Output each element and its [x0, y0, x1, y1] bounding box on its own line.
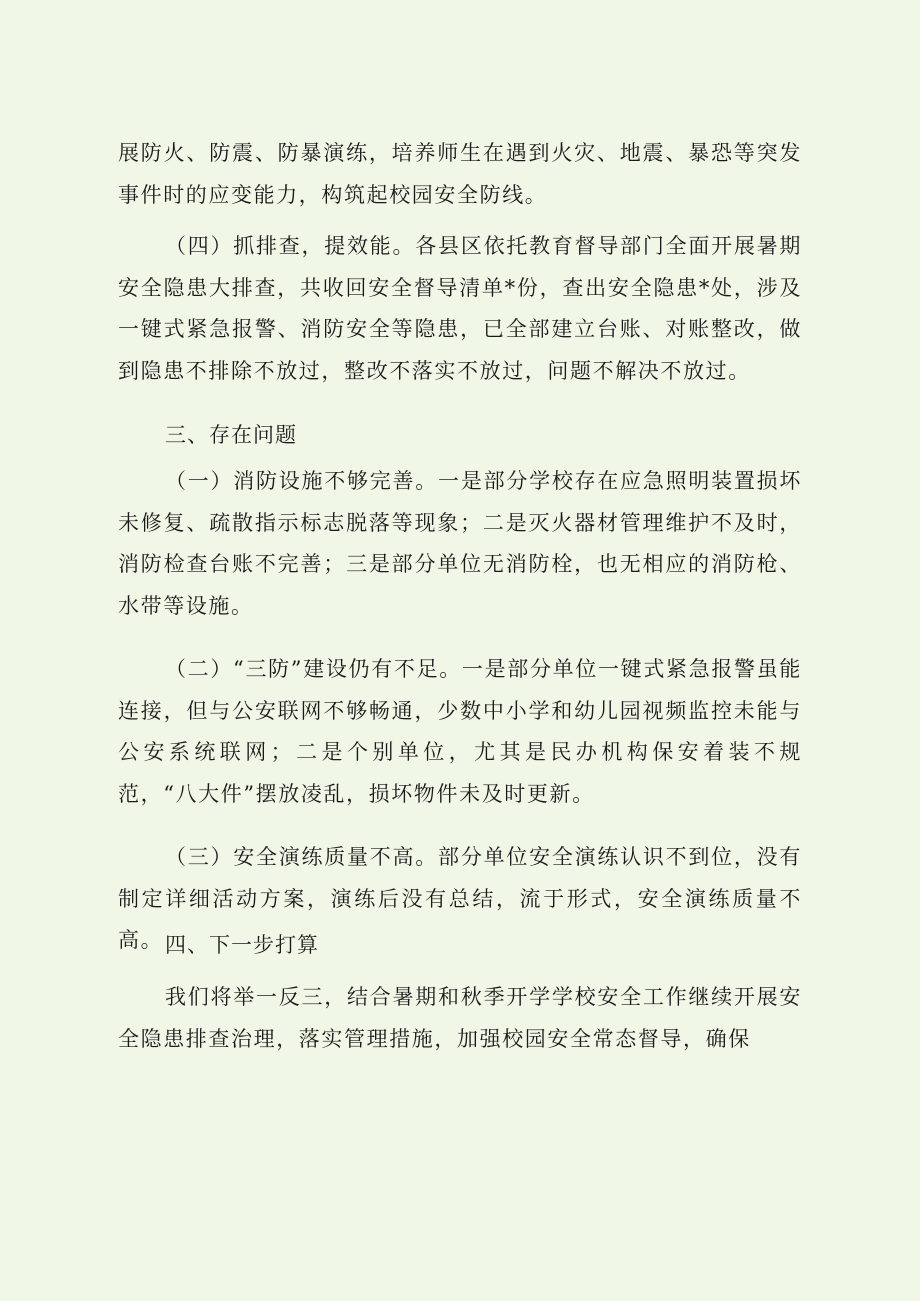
- paragraph-drill-continuation: 展防火、防震、防暴演练，培养师生在遇到火灾、地震、暴恐等突发事件时的应变能力，构筑起校园安全防线。: [118, 141, 802, 207]
- section-heading-next-steps: 四、下一步打算: [165, 933, 319, 957]
- paragraph-next-plan: 我们将举一反三，结合暑期和秋季开学学校安全工作继续开展安全隐患排查治理，落实管理措施，加强校园安全常态督导，确保: [118, 985, 802, 1051]
- paragraph-drill-quality: （三）安全演练质量不高。部分单位安全演练认识不到位，没有制定详细活动方案，演练后没有总结，流于形式，安全演练质量不高。: [118, 845, 802, 953]
- paragraph-three-defenses: （二）“三防”建设仍有不足。一是部分单位一键式紧急报警虽能连接，但与公安联网不够畅通，少数中小学和幼儿园视频监控未能与公安系统联网；二是个别单位，尤其是民办机构保安着装不规范，“八大件”摆放凌乱，损坏物件未及时更新。: [118, 657, 802, 806]
- paragraph-fire-facilities: （一）消防设施不够完善。一是部分学校存在应急照明装置损坏未修复、疏散指示标志脱落等现象；二是灭火器材管理维护不及时，消防检查台账不完善；三是部分单位无消防栓，也无相应的消防枪、水带等设施。: [118, 469, 802, 618]
- section-heading-problems: 三、存在问题: [165, 423, 297, 447]
- paragraph-inspection: （四）抓排查，提效能。各县区依托教育督导部门全面开展暑期安全隐患大排查，共收回安全督导清单*份，查出安全隐患*处，涉及一键式紧急报警、消防安全等隐患，已全部建立台账、对账整改，做到隐患不排除不放过，整改不落实不放过，问题不解决不放过。: [118, 234, 802, 383]
